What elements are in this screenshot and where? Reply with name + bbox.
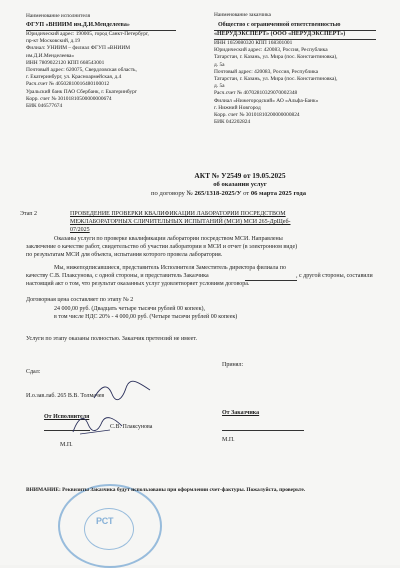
right-line: г. Нижний Новгород <box>214 104 261 111</box>
customer-name-line2: «НЕРУДЭКСПЕРТ» (ООО «НЕРУДЭКСПЕРТ») <box>214 31 346 37</box>
left-line: Юридический адрес: 190005, город Санкт-Петербург, <box>26 31 149 37</box>
contract-number: 265/1318-2025/У <box>194 190 242 197</box>
p1-line: заключение о качестве работ, свидетельство об участии лаборатории в МСИ и отчет (в электронном виде) <box>26 243 298 250</box>
left-line: Расч.счет № 40502810016480100012 <box>26 81 110 88</box>
right-line: Юридический адрес: 420083, Россия, Республика <box>214 47 328 54</box>
right-line: ИНН 1659080320 КПП 168301001 <box>214 40 293 46</box>
left-line: пр-кт Московский, д.19 <box>26 38 81 45</box>
handed-label: Сдал: <box>26 369 41 375</box>
left-line: Корр. счет № 30101810500000000674 <box>26 95 112 102</box>
p1-line: Оказаны услуги по проверке квалификации лаборатории посредством МСИ. Направлены <box>54 236 283 242</box>
stage-line: ПРОВЕДЕНИЕ ПРОВЕРКИ КВАЛИФИКАЦИИ ЛАБОРАТОРИИ ПОСРЕДСТВОМ <box>70 211 286 217</box>
attention-note: ВНИМАНИЕ: Реквизиты Заказчика будут использованы при оформлении счет-фактуры. Пожалуйста, проверьте. <box>26 487 306 493</box>
from-executor-label: От Исполнителя <box>44 414 90 420</box>
official-stamp-text: РСТ <box>96 516 114 526</box>
left-line: ИНН 7809022120 КПП 668543001 <box>26 59 105 66</box>
mp-right: М.П. <box>222 437 235 443</box>
executor-label: Наименование исполнителя <box>26 13 91 19</box>
left-line: Филиал: УНИИМ – филиал ФГУП «ВНИИМ <box>26 45 130 52</box>
price-vat: в том числе НДС 20% - 4 000,00 руб. (Четыре тысячи рублей 00 копеек) <box>54 314 238 320</box>
mp-left: М.П. <box>60 442 73 448</box>
customer-signature-blank <box>222 430 304 431</box>
right-line: Татарстан, г. Казань, ул. Мира (пос. Константиновка), <box>214 76 338 82</box>
right-line: Почтовый адрес: 420083, Россия, Республика <box>214 68 319 75</box>
executor-name: С.В. Плаксунова <box>110 424 153 430</box>
lab-head-signature-line: И.о.зав.лаб. 265 В.В. Толмачев <box>26 393 105 399</box>
parties-line-3: настоящий акт о том, что результат оказанных услуг удовлетворяет условиям договора. <box>26 281 250 287</box>
left-line: Почтовый адрес: 620075, Свердловская область, <box>26 67 137 73</box>
p1-line: по результатам МСИ для объекта, испытания которого провела лаборатория. <box>26 251 223 258</box>
contract-date-prefix: от <box>243 190 250 197</box>
parties-line-2: качеству С.В. Плаксунова, с одной стороны, и представитель Заказчика <box>26 273 209 279</box>
executor-signature <box>70 412 126 438</box>
act-title: АКТ № У2549 от 19.05.2025 <box>194 171 286 180</box>
customer-representative-blank <box>245 280 297 281</box>
official-stamp-inner <box>84 508 134 550</box>
stage-line: 07/2025 <box>70 226 90 233</box>
price-amount: 24 000,00 руб. (Двадцать четыре тысячи рублей 00 копеек), <box>54 306 206 312</box>
left-line: им.Д.И.Менделеева» <box>26 52 75 59</box>
from-customer-label: От Заказчика <box>222 410 260 416</box>
customer-name-line1: Общество с ограниченной ответственностью <box>218 22 341 28</box>
right-line: Филиал «Нижегородский» АО «Альфа-Банк» <box>214 97 319 104</box>
stage-line: МЕЖЛАБОРАТОРНЫХ СЛИЧИТЕЛЬНЫХ ИСПЫТАНИЙ (МСИ) МСИ 265-ДрЩеб- <box>70 218 291 225</box>
left-line: БИК 046577674 <box>26 103 63 109</box>
contract-line <box>151 190 306 198</box>
right-line: д. 5а <box>214 61 225 68</box>
right-line: Расч.счет № 40702810329070002348 <box>214 90 298 97</box>
right-line: Татарстан, г. Казань, ул. Мира (пос. Константиновка), <box>214 54 338 61</box>
stage-label: Этап 2 <box>20 211 37 217</box>
executor-name: ФГУП «ВНИИМ им.Д.И.Менделеева» <box>26 22 130 28</box>
contract-prefix: по договору № <box>151 190 193 197</box>
price-line: Договорная цена составляет по этапу № 2 <box>26 297 134 303</box>
contract-date: 06 марта 2025 года <box>250 190 307 197</box>
right-line: д. 5а <box>214 83 225 90</box>
received-label: Принял: <box>222 362 244 368</box>
left-line: г. Екатеринбург, ул. Красноармейская, д.4 <box>26 74 122 81</box>
parties-line-2-end: , с другой стороны, составили <box>296 273 373 279</box>
right-line: Корр. счет № 30101810200000000824 <box>214 112 300 118</box>
lab-head-signature <box>92 380 152 402</box>
left-line: Уральский банк ПАО Сбербанк, г. Екатеринбург <box>26 88 137 95</box>
parties-line-1: Мы, нижеподписавшиеся, представитель Исполнителя Заместитель директора филиала по <box>54 265 286 271</box>
right-line: БИК 042202824 <box>214 119 251 126</box>
act-subtitle: об оказании услуг <box>213 181 267 188</box>
customer-label: Наименование заказчика <box>214 12 271 18</box>
services-complete: Услуги по этапу оказаны полностью. Заказчик претензий не имеет. <box>26 336 197 342</box>
